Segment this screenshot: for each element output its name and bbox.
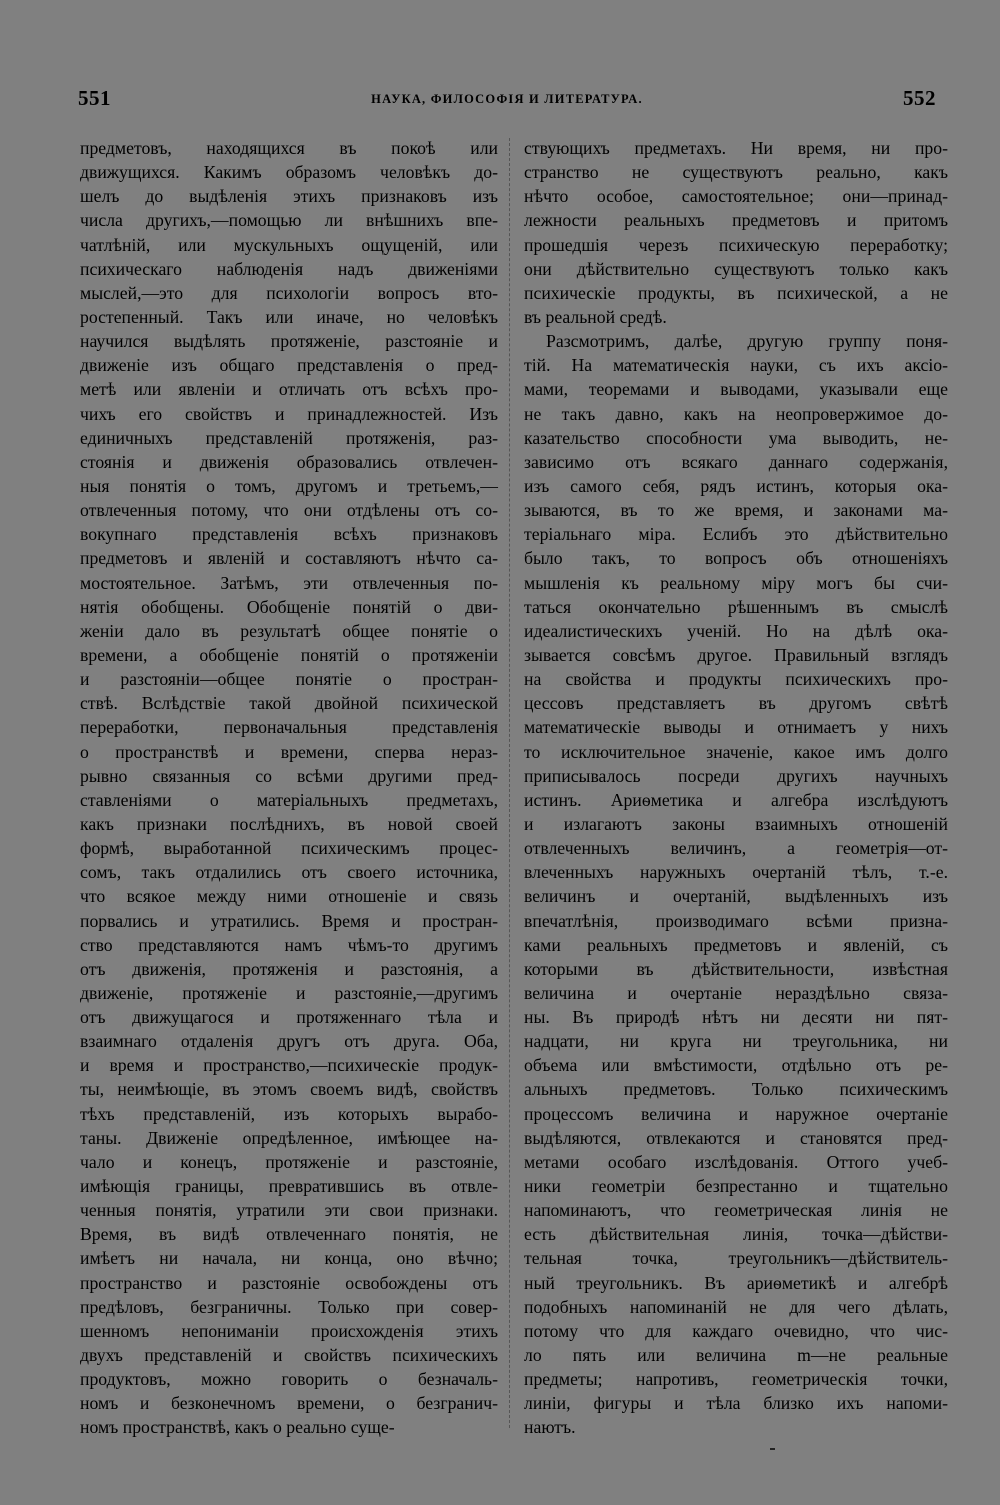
text-line: номъ и безконечномъ времени, о безгранич-	[80, 1393, 498, 1414]
text-line: ченныя понятія, утратили эти свои признаки.	[80, 1200, 498, 1221]
text-line: цессовъ представляетъ въ другомъ свѣтѣ	[524, 693, 948, 714]
text-line: напоминаютъ, что геометрическая линія не	[524, 1200, 948, 1221]
text-line: процессомъ величина и наружное очертаніе	[524, 1103, 948, 1124]
text-line: имѣетъ ни начала, ни конца, оно вѣчно;	[80, 1248, 498, 1269]
text-line: шенномъ непониманіи происхожденія этихъ	[80, 1320, 498, 1341]
page-number-left: 551	[78, 86, 111, 110]
text-line: мостоятельное. Затѣмъ, эти отвлеченныя по-	[80, 572, 498, 593]
text-line: впечатлѣнія, производимаго всѣми призна-	[524, 910, 948, 931]
text-line: мыслей,—это для психологіи вопросъ вто-	[80, 282, 498, 303]
text-line: идеалистическихъ ученій. Но на дѣлѣ ока-	[524, 620, 948, 641]
text-line: времени, а обобщеніе понятій о протяженіи	[80, 644, 498, 665]
text-line: шелъ до выдѣленія этихъ признаковъ изъ	[80, 186, 498, 207]
text-line: наютъ.	[524, 1417, 576, 1438]
text-line: нятія обобщены. Обобщеніе понятій о дви-	[80, 596, 498, 617]
text-line: женіи дало въ результатѣ общее понятіе о	[80, 620, 498, 641]
text-line: единичныхъ представленій протяженія, раз-	[80, 427, 498, 448]
text-line: въ реальной средѣ.	[524, 306, 667, 327]
text-line: тельная точка, треугольникъ—дѣйствитель-	[524, 1248, 948, 1269]
text-line: зывается совсѣмъ другое. Правильный взглядъ	[524, 644, 948, 665]
text-line: формѣ, выработанной психическимъ процес-	[80, 838, 498, 859]
text-line: переработки, первоначальныя представленія	[80, 717, 498, 738]
text-line: ныя понятія о томъ, другомъ и третьемъ,—	[80, 475, 498, 496]
text-line: подобныхъ напоминаній не для чего дѣлать,	[524, 1296, 948, 1317]
text-line: зависимо отъ всякаго даннаго содержанія,	[524, 451, 948, 472]
text-line: мышленія къ реальному міру могъ бы счи-	[524, 572, 948, 593]
text-line: предметы; напротивъ, геометрическія точки,	[524, 1369, 948, 1390]
text-line: было такъ, то вопросъ объ отношеніяхъ	[524, 548, 948, 569]
text-line: истинъ. Ариѳметика и алгебра изслѣдуютъ	[524, 789, 948, 810]
text-line: и излагаютъ законы взаимныхъ отношеній	[524, 813, 948, 834]
text-line: тій. На математическія науки, съ ихъ аксіо-	[524, 355, 948, 376]
text-line: отвлеченныхъ величинъ, а геометрія—от-	[524, 838, 948, 859]
text-line: то исключительное значеніе, какое имъ долго	[524, 741, 948, 762]
text-line: таны. Движеніе опредѣленное, имѣющее на-	[80, 1127, 498, 1148]
text-line: мами, теоремами и выводами, указывали еще	[524, 379, 948, 400]
text-line: предѣловъ, безграничны. Только при совер-	[80, 1296, 498, 1317]
text-line: движеніе, протяженіе и разстояніе,—другимъ	[80, 982, 498, 1003]
text-line: научился выдѣлять протяженіе, разстояніе и	[80, 331, 498, 352]
text-line: и время и пространство,—психическіе продук-	[80, 1055, 498, 1076]
column-divider	[509, 138, 511, 1428]
text-line: альныхъ предметовъ. Только психическимъ	[524, 1079, 948, 1100]
text-line: психическіе продукты, въ психической, а не	[524, 282, 948, 303]
text-line: предметовъ, находящихся въ покоѣ или	[80, 138, 498, 158]
text-line: отъ движенія, протяженія и разстоянія, а	[80, 958, 498, 979]
left-column	[80, 136, 498, 1440]
text-line: величина и очертаніе нераздѣльно связа-	[524, 982, 948, 1003]
text-line: прошедшія черезъ психическую переработку;	[524, 234, 948, 255]
text-line: чихъ его свойствъ и принадлежностей. Изъ	[80, 403, 498, 424]
text-line: теріальнаго міра. Еслибъ это дѣйствительно	[524, 524, 948, 545]
text-line: надцати, ни круга ни треугольника, ни	[524, 1031, 948, 1052]
text-line: на свойства и продукты психическихъ про-	[524, 669, 948, 690]
text-line: пространство и разстояніе освобождены отъ	[80, 1272, 498, 1293]
text-line: потому что для каждаго очевидно, что чис-	[524, 1320, 948, 1341]
text-line: зываются, въ то же время, и законами ма-	[524, 500, 948, 521]
text-line: ствующихъ предметахъ. Ни время, ни про-	[524, 138, 948, 158]
text-line: числа другихъ,—помощью ли внѣшнихъ впе-	[80, 210, 498, 231]
text-line: ствѣ. Вслѣдствіе такой двойной психической	[80, 693, 498, 714]
text-line: предметовъ и явленій и составляютъ нѣчто са-	[80, 548, 498, 569]
running-title: НАУКА, ФИЛОСОФІЯ И ЛИТЕРАТУРА.	[371, 92, 643, 106]
text-line: линіи, фигуры и тѣла близко ихъ напоми-	[524, 1393, 948, 1414]
text-line: продуктовъ, можно говорить о безначаль-	[80, 1369, 498, 1390]
text-line: тѣхъ представленій, изъ которыхъ вырабо-	[80, 1103, 498, 1124]
text-line: влеченныхъ наружныхъ очертаній тѣлъ, т.-е.	[524, 862, 948, 883]
text-line: ло пять или величина m—не реальные	[524, 1345, 948, 1366]
text-line: номъ пространствѣ, какъ о реально суще-	[80, 1417, 395, 1438]
text-line: движущихся. Какимъ образомъ человѣкъ до-	[80, 162, 498, 183]
text-line: нѣчто особое, самостоятельное; они—принад-	[524, 186, 948, 207]
text-line: они дѣйствительно существуютъ только какъ	[524, 258, 948, 279]
text-line: лежности реальныхъ предметовъ и притомъ	[524, 210, 948, 231]
text-line: есть дѣйствительная линія, точка—дѣйстви-	[524, 1224, 948, 1245]
text-line: приписывалось посреди другихъ научныхъ	[524, 765, 948, 786]
text-line: и разстояніи—общее понятіе о простран-	[80, 669, 498, 690]
text-line: ставленіями о матеріальныхъ предметахъ,	[80, 789, 498, 810]
text-line: ники геометріи безпрестанно и тщательно	[524, 1176, 948, 1197]
text-line: ростепенный. Такъ или иначе, но человѣкъ	[80, 306, 498, 327]
text-line: сомъ, такъ отдалились отъ своего источника,	[80, 862, 498, 883]
text-line: двухъ представленій и свойствъ психическихъ	[80, 1345, 498, 1366]
text-line: странство не существуютъ реально, какъ	[524, 162, 948, 183]
text-line: отъ движущагося и протяженнаго тѣла и	[80, 1007, 498, 1028]
text-line: Время, въ видѣ отвлеченнаго понятія, не	[80, 1224, 498, 1245]
text-line: объема или вмѣстимости, отдѣльно отъ ре-	[524, 1055, 948, 1076]
text-line: изъ самого себя, рядъ истинъ, которыя ока-	[524, 475, 948, 496]
text-line: казательство способности ума выводить, не-	[524, 427, 948, 448]
text-line: не такъ давно, какъ на неопровержимое до-	[524, 403, 948, 424]
right-column	[524, 136, 948, 1440]
text-line: таться окончательно рѣшеннымъ въ смыслѣ	[524, 596, 948, 617]
text-line: имѣющія границы, превратившись въ отвле-	[80, 1176, 498, 1197]
text-line: какъ признаки послѣднихъ, въ новой своей	[80, 813, 498, 834]
text-line: метѣ или явленіи и отличать отъ всѣхъ про-	[80, 379, 498, 400]
text-line: чатлѣній, или мускульныхъ ощущеній, или	[80, 234, 498, 255]
page-speck	[770, 1448, 775, 1450]
text-line: вокупнаго представленія всѣхъ признаковъ	[80, 524, 498, 545]
text-line: рывно связанныя со всѣми другими пред-	[80, 765, 498, 786]
text-line: математическіе выводы и отнимаетъ у нихъ	[524, 717, 948, 738]
text-line: ство представляются намъ чѣмъ-то другимъ	[80, 934, 498, 955]
text-line: Разсмотримъ, далѣе, другую группу поня-	[546, 331, 948, 352]
text-line: что всякое между ними отношеніе и связь	[80, 886, 498, 907]
running-header	[78, 86, 936, 114]
text-line: величинъ и очертаній, выдѣленныхъ изъ	[524, 886, 948, 907]
text-line: ны. Въ природѣ нѣтъ ни десяти ни пят-	[524, 1007, 948, 1028]
text-line: порвались и утратились. Время и простран-	[80, 910, 498, 931]
text-line: психическаго наблюденія надъ движеніями	[80, 258, 498, 279]
text-line: которыми въ дѣйствительности, извѣстная	[524, 958, 948, 979]
text-line: ты, неимѣющіе, въ этомъ своемъ видѣ, свойствъ	[80, 1079, 498, 1100]
text-line: выдѣляются, отвлекаются и становятся пред-	[524, 1127, 948, 1148]
text-line: ный треугольникъ. Въ ариѳметикѣ и алгебрѣ	[524, 1272, 948, 1293]
text-line: движеніе изъ общаго представленія о пред-	[80, 355, 498, 376]
text-line: метами особаго изслѣдованія. Оттого учеб-	[524, 1151, 948, 1172]
text-line: о пространствѣ и времени, сперва нераз-	[80, 741, 498, 762]
text-line: отвлеченныя потому, что они отдѣлены отъ со-	[80, 500, 498, 521]
text-line: стоянія и движенія образовались отвлечен-	[80, 451, 498, 472]
text-line: взаимнаго отдаленія другъ отъ друга. Оба,	[80, 1031, 498, 1052]
text-line: чало и конецъ, протяженіе и разстояніе,	[80, 1151, 498, 1172]
page-number-right: 552	[903, 86, 936, 110]
text-line: ками реальныхъ предметовъ и явленій, съ	[524, 934, 948, 955]
